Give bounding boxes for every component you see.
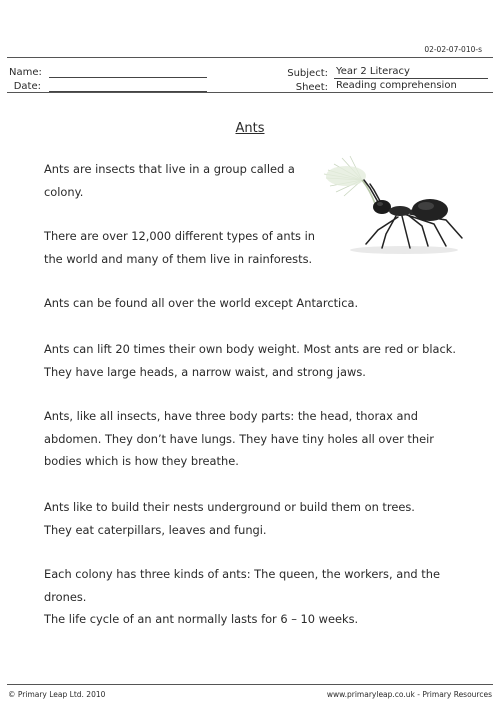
website-link[interactable]: www.primaryleap.co.uk - Primary Resources xyxy=(326,690,492,699)
date-input-line[interactable] xyxy=(49,80,207,92)
subject-value: Year 2 Literacy xyxy=(334,66,488,79)
sheet-value: Reading comprehension xyxy=(334,80,488,93)
header-top-rule xyxy=(7,57,493,58)
paragraph-8: The life cycle of an ant normally lasts for 6 – 10 weeks. xyxy=(44,612,359,626)
date-field xyxy=(9,80,207,92)
header-bottom-rule xyxy=(7,92,493,93)
copyright-text: © Primary Leap Ltd. 2010 xyxy=(8,690,106,699)
date-label: Date: xyxy=(13,81,41,92)
footer-rule xyxy=(7,684,493,685)
paragraph-4: Ants can lift 20 times their own body weight. Most ants are red or black. They have large heads, a narrow waist, and strong jaws. xyxy=(44,342,456,379)
subject-label: Subject: xyxy=(287,68,328,79)
name-label: Name: xyxy=(9,67,42,78)
paragraph-1: Ants are insects that live in a group called a colony. xyxy=(44,162,295,199)
sheet-code: 02-02-07-010-s xyxy=(424,45,482,54)
paragraph-3: Ants can be found all over the world except Antarctica. xyxy=(44,296,359,310)
paragraph-2: There are over 12,000 different types of ants in the world and many of them live in rainforests. xyxy=(44,229,315,266)
name-field xyxy=(9,66,207,78)
paragraph-6: Ants like to build their nests underground or build them on trees. They eat caterpillars, leaves and fungi. xyxy=(44,500,415,537)
ant-illustration xyxy=(322,150,470,256)
name-input-line[interactable] xyxy=(49,66,207,78)
paragraph-5: Ants, like all insects, have three body parts: the head, thorax and abdomen. They don’t have lungs. They have tiny holes all over their bodies which is how they breathe. xyxy=(44,409,434,468)
page-title: Ants xyxy=(235,121,265,136)
sheet-label: Sheet: xyxy=(295,82,328,93)
subject-field xyxy=(278,66,488,79)
paragraph-7: Each colony has three kinds of ants: The queen, the workers, and the drones. xyxy=(44,567,440,604)
